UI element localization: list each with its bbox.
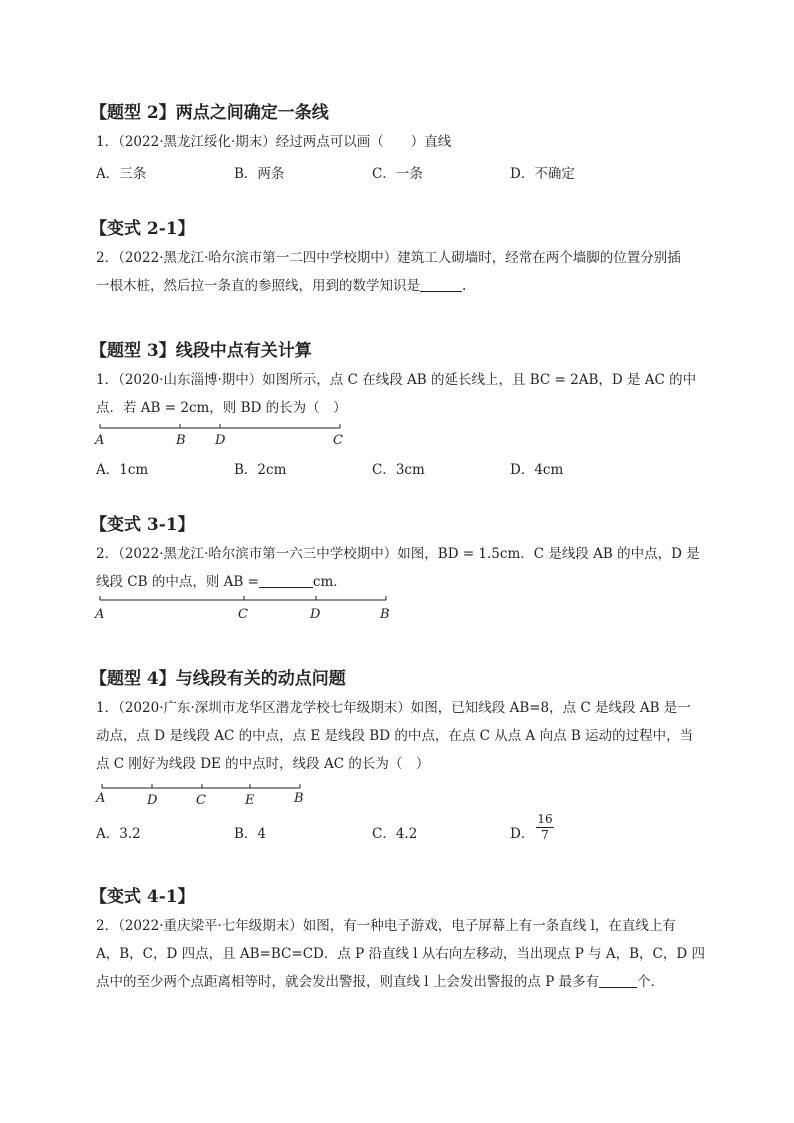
point-label-d: D	[147, 793, 158, 808]
question-line-2-text: 一根木桩，然后拉一条直的参照线，用到的数学知识是	[96, 278, 420, 294]
section-title-variant4-1: 【变式 4-1】	[90, 887, 195, 907]
question-line-3-end: 个．	[637, 974, 665, 990]
question-line-1: 2．（2022·重庆梁平·七年级期末）如图，有一种电子游戏，电子屏幕上有一条直线 l，在直线上有	[96, 918, 676, 934]
question-line-3: 点 C 刚好为线段 DE 的中点时，线段 AC 的长为（ ）	[96, 756, 430, 772]
answer-blank[interactable]	[259, 573, 313, 588]
fraction-16-7	[534, 812, 556, 843]
fraction-denominator: 7	[541, 828, 549, 842]
point-label-d: D	[310, 607, 321, 622]
question-line-2: A，B，C，D 四点，且 AB=BC=CD．点 P 沿直线 l 从右向左移动，当出现点 P 与 A，B，C，D 四	[96, 946, 705, 962]
point-label-c: C	[333, 433, 343, 448]
option-c: C．3cm	[372, 462, 425, 478]
option-a: A．1cm	[96, 462, 149, 478]
option-d: D．4cm	[510, 462, 564, 478]
point-label-b: B	[176, 433, 186, 448]
point-label-a: A	[96, 791, 106, 806]
option-a: A．3.2	[96, 826, 141, 842]
question-line-2: 动点，点 D 是线段 AC 的中点，点 E 是线段 BD 的中点，在点 C 从点 A 向点 B 运动的过程中，当	[96, 728, 694, 744]
answer-blank[interactable]	[599, 973, 637, 988]
question-line-1: 1．（2020·山东淄博·期中）如图所示，点 C 在线段 AB 的延长线上，且 BC = 2AB，D 是 AC 的中	[96, 372, 697, 388]
question-line-2: 点．若 AB = 2cm，则 BD 的长为（ ）	[96, 400, 347, 416]
section-title-variant2-1: 【变式 2-1】	[90, 219, 195, 239]
question-line-1: 1．（2020·广东·深圳市龙华区潜龙学校七年级期末）如图，已知线段 AB=8，点 C 是线段 AB 是一	[96, 700, 691, 716]
option-b: B．4	[234, 826, 267, 842]
question-line-3-text: 点中的至少两个点距离相等时，就会发出警报，则直线 l 上会发出警报的点 P 最多有	[96, 974, 600, 990]
question-line-2-end: cm．	[312, 574, 347, 590]
option-c: C．4.2	[372, 826, 418, 842]
segment-figure-1	[90, 420, 360, 450]
fraction-numerator: 16	[537, 812, 553, 826]
question-line-1: 2．（2022·黑龙江·哈尔滨市第一二四中学校期中）建筑工人砌墙时，经常在两个墙脚的位置分别插	[96, 250, 681, 266]
question-line-1: 2．（2022·黑龙江·哈尔滨市第一六三中学校期中）如图，BD = 1.5cm．C 是线段 AB 的中点，D 是	[96, 546, 700, 562]
section-title-type3: 【题型 3】线段中点有关计算	[90, 341, 312, 361]
question-line-2-text: 线段 CB 的中点，则 AB =	[96, 574, 259, 590]
option-d: D．	[510, 826, 535, 842]
option-b: B．两条	[234, 166, 285, 182]
section-title-type4: 【题型 4】与线段有关的动点问题	[90, 669, 346, 689]
point-label-b: B	[294, 791, 304, 806]
segment-figure-3	[90, 782, 320, 810]
section-title-variant3-1: 【变式 3-1】	[90, 515, 195, 535]
option-d: D．不确定	[510, 166, 575, 182]
point-label-a: A	[95, 433, 105, 448]
point-label-c: C	[238, 607, 248, 622]
section-title-type2: 【题型 2】两点之间确定一条线	[90, 103, 329, 123]
question-text: 1．（2022·黑龙江绥化·期末）经过两点可以画（ ）直线	[96, 134, 452, 150]
answer-blank[interactable]	[420, 277, 462, 292]
option-a: A．三条	[96, 166, 147, 182]
option-c: C．一条	[372, 166, 423, 182]
point-label-d: D	[215, 433, 226, 448]
point-label-c: C	[196, 793, 206, 808]
question-line-2	[96, 272, 466, 300]
option-b: B．2cm	[234, 462, 287, 478]
question-line-2-end: .	[462, 278, 467, 294]
point-label-e: E	[245, 793, 255, 808]
point-label-b: B	[380, 607, 390, 622]
segment-figure-2	[90, 592, 400, 624]
question-line-3	[96, 968, 664, 996]
point-label-a: A	[95, 607, 105, 622]
